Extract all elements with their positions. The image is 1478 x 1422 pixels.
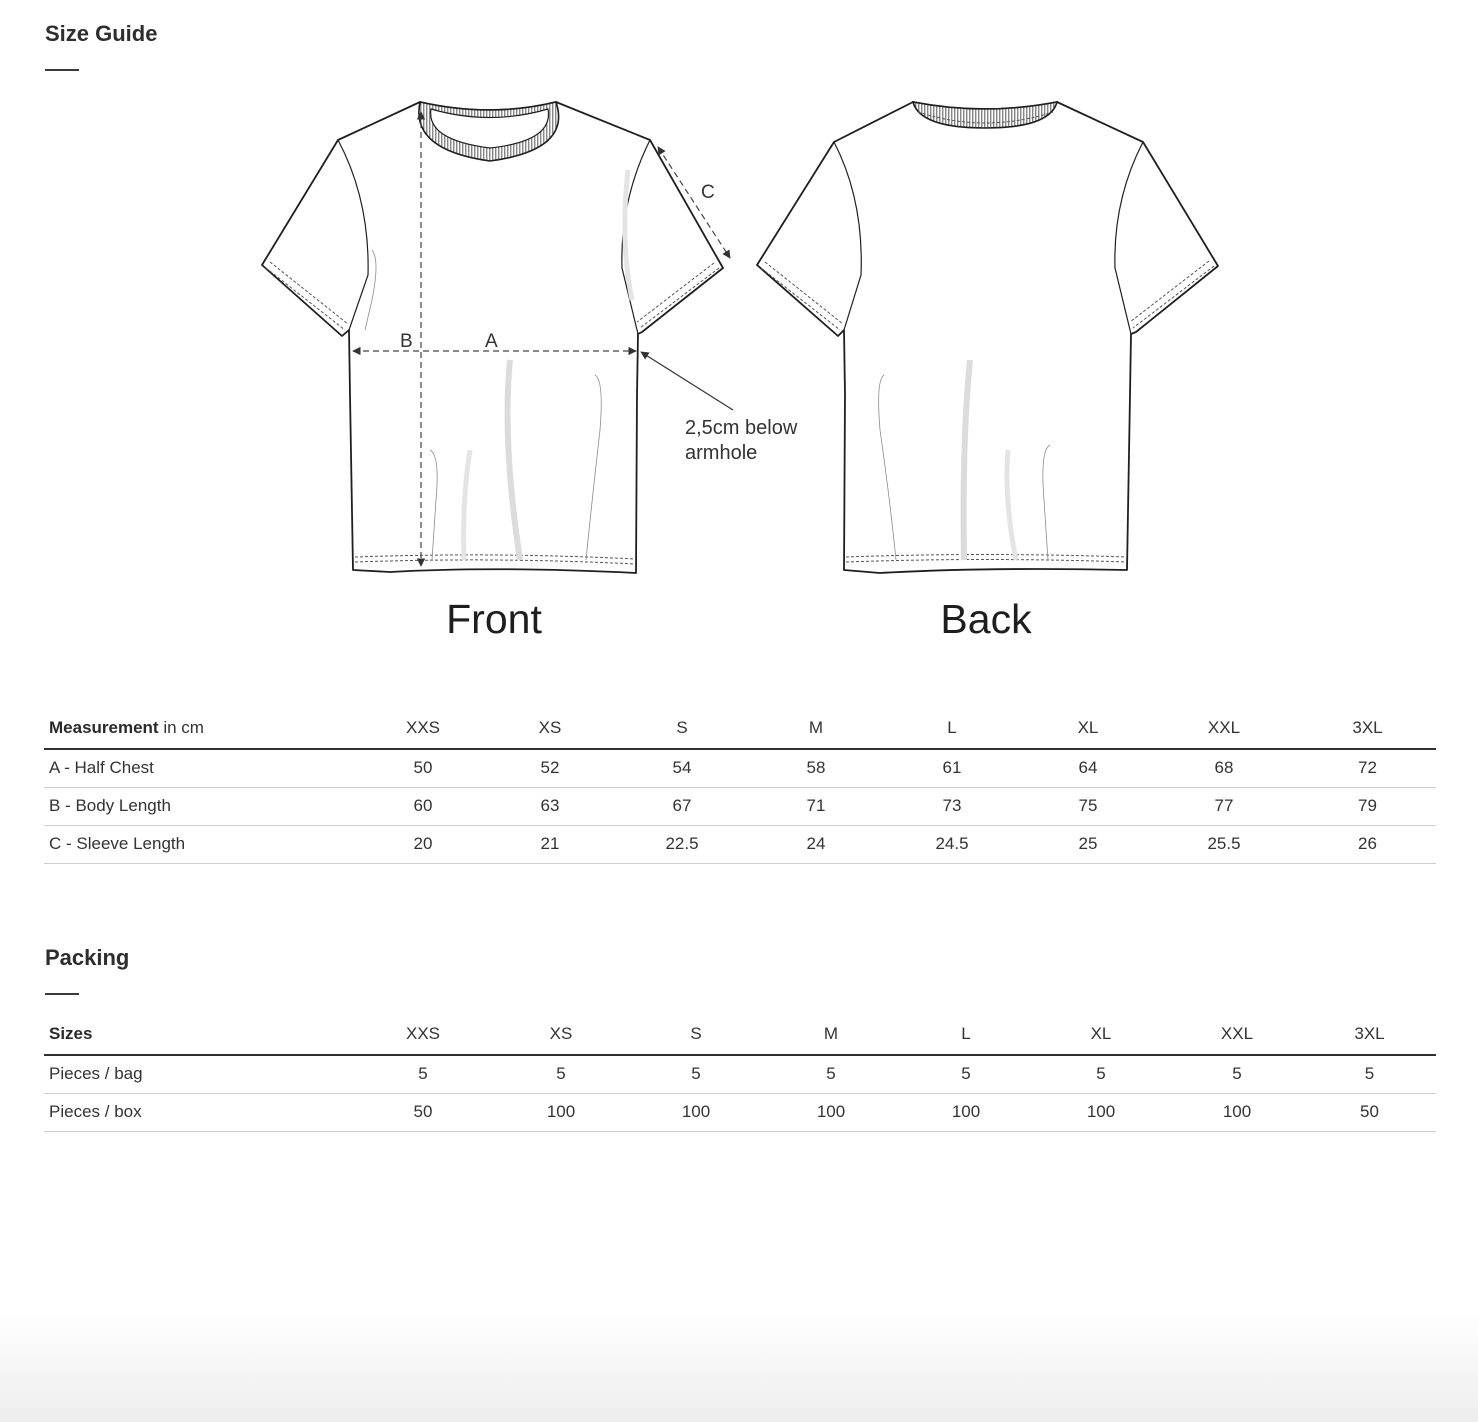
packing-title-underline <box>45 993 79 995</box>
armhole-note-pointer <box>641 352 733 410</box>
table-row <box>44 1093 1436 1131</box>
table-cell: 20 <box>413 834 433 853</box>
table-cell: 100 <box>1086 1102 1116 1121</box>
table-cell: 75 <box>1078 796 1098 815</box>
table-row <box>44 825 1436 863</box>
table-cell: 58 <box>806 758 826 778</box>
measure-label-a: A <box>485 331 498 352</box>
row-label: Pieces / box <box>49 1102 142 1121</box>
size-header: XXS <box>405 718 441 737</box>
packing-header-row <box>44 1016 1436 1055</box>
table-cell: 61 <box>942 758 962 778</box>
table-cell: 100 <box>546 1102 576 1121</box>
row-label: Pieces / bag <box>49 1064 143 1084</box>
size-chart-table <box>44 710 1436 864</box>
table-cell: 73 <box>942 796 962 815</box>
table-cell: 100 <box>951 1102 981 1121</box>
size-header: M <box>823 1024 839 1043</box>
back-caption: Back <box>940 596 1032 642</box>
packing-title: Packing <box>45 945 130 970</box>
table-cell: 26 <box>1358 834 1377 853</box>
sizes-header-label: Sizes <box>49 1024 93 1043</box>
back-shirt-drawing <box>757 102 1218 573</box>
bottom-fade <box>0 1312 1478 1422</box>
table-cell: 5 <box>961 1064 971 1084</box>
table-cell: 5 <box>1096 1064 1106 1084</box>
table-cell: 63 <box>540 796 560 815</box>
size-header: 3XL <box>1352 718 1383 737</box>
table-cell: 100 <box>816 1102 846 1121</box>
row-label: B - Body Length <box>49 796 171 815</box>
armhole-note-line2: armhole <box>685 442 758 464</box>
size-header: XXS <box>405 1024 441 1043</box>
measurement-header-bold: Measurement <box>49 718 159 737</box>
table-cell: 100 <box>1222 1102 1252 1121</box>
measurement-header <box>44 710 355 749</box>
table-cell: 60 <box>413 796 433 815</box>
size-chart-header-row <box>44 710 1436 749</box>
back-body-outline <box>757 102 1218 573</box>
table-cell: 5 <box>691 1064 701 1084</box>
sizes-header <box>44 1016 355 1055</box>
table-cell: 5 <box>1364 1064 1375 1084</box>
table-cell: 54 <box>672 758 692 778</box>
measure-label-c: C <box>701 182 715 203</box>
table-cell: 50 <box>1360 1102 1379 1121</box>
table-cell: 5 <box>826 1064 836 1084</box>
size-guide-title: Size Guide <box>45 21 158 46</box>
table-cell: 25 <box>1078 834 1098 853</box>
tshirt-diagram <box>250 90 1230 590</box>
table-cell: 22.5 <box>665 834 699 853</box>
size-header: XL <box>1077 718 1099 737</box>
row-label: A - Half Chest <box>49 758 154 778</box>
size-header: 3XL <box>1354 1024 1385 1043</box>
size-header: XXL <box>1220 1024 1254 1043</box>
size-header: XS <box>549 1024 573 1043</box>
size-header: M <box>808 718 824 737</box>
table-cell: 68 <box>1214 758 1234 778</box>
table-cell: 100 <box>681 1102 711 1121</box>
armhole-note-line1: 2,5cm below <box>685 417 798 439</box>
size-header: L <box>961 1024 971 1043</box>
table-row <box>44 749 1436 787</box>
size-guide-title-underline <box>45 69 79 71</box>
front-caption: Front <box>446 596 542 642</box>
measure-label-b: B <box>400 331 413 352</box>
table-cell: 5 <box>1232 1064 1242 1084</box>
table-cell: 24.5 <box>935 834 969 853</box>
measurement-header-unit: in cm <box>158 718 204 737</box>
size-header: S <box>676 718 688 737</box>
size-header: XL <box>1090 1024 1112 1043</box>
table-row <box>44 1055 1436 1093</box>
size-header: S <box>690 1024 702 1043</box>
table-cell: 67 <box>672 796 692 815</box>
table-cell: 72 <box>1358 758 1377 778</box>
row-label: C - Sleeve Length <box>49 834 186 853</box>
table-cell: 79 <box>1358 796 1377 815</box>
table-cell: 50 <box>413 758 433 778</box>
table-cell: 52 <box>540 758 560 778</box>
table-cell: 25.5 <box>1207 834 1241 853</box>
size-header: XS <box>538 718 562 737</box>
size-header: XXL <box>1207 718 1241 737</box>
table-cell: 5 <box>418 1064 428 1084</box>
size-header: L <box>947 718 957 737</box>
table-cell: 24 <box>806 834 826 853</box>
table-cell: 5 <box>556 1064 566 1084</box>
table-cell: 64 <box>1078 758 1098 778</box>
table-cell: 77 <box>1214 796 1234 815</box>
packing-table <box>44 1016 1436 1132</box>
table-cell: 71 <box>806 796 826 815</box>
table-row <box>44 787 1436 825</box>
table-cell: 21 <box>540 834 560 853</box>
table-cell: 50 <box>413 1102 433 1121</box>
